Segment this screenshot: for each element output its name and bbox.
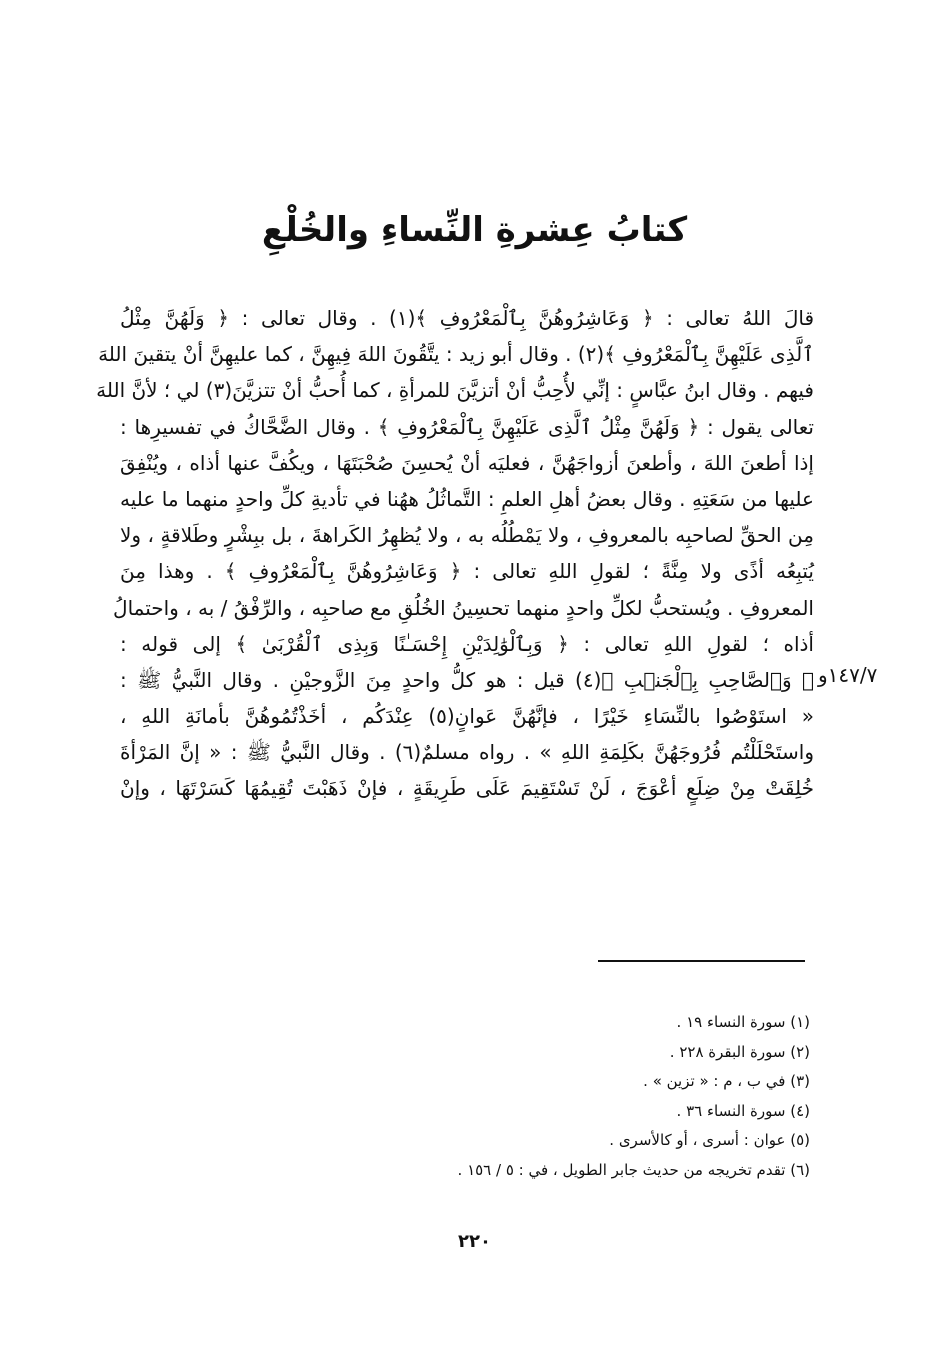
text-line: فيهم . وقال ابنُ عبَّاسٍ : إنِّي لأُحِبُّ أنْ أتزيَّنَ للمرأةِ ، كما أُحبُّ أنْ تتزيَّنَ(٣) لي ؛ لأنَّ اللهَ (96, 378, 814, 403)
text-line: المعروفِ . ويُستحبُّ لكلِّ واحدٍ منهما تحسِينُ الخُلُقِ مع صاحبِه ، والرِّفْقُ / به ، واحتمالُ (113, 595, 814, 620)
text-line: ﴿ وَٱلصَّاحِبِ بِٱلْجَنۢبِ ﴾(٤) قيل : هو كلُّ واحدٍ مِنَ الزَّوجيْنِ . وقال النَّبيُّ ﷺ : (120, 667, 814, 692)
text-line: إذا أطعنَ اللهَ ، وأطعنَ أزواجَهُنَّ ، فعليَه أنْ يُحسِنَ صُحْبَتَهَا ، ويكُفَّ عنها أذاه ، ويُنْفِقَ (120, 450, 814, 475)
footnote-separator (598, 960, 805, 962)
margin-folio-reference: ١٤٧/٧و (818, 663, 878, 687)
text-line: قالَ اللهُ تعالى : ﴿ وَعَاشِرُوهُنَّ بِٱلْمَعْرُوفِ ﴾(١) . وقال تعالى : ﴿ وَلَهُنَّ مِثْلُ (120, 306, 815, 330)
footnote: (٢) سورة البقرة ٢٢٨ . (669, 1042, 810, 1061)
footnote: (٤) سورة النساء ٣٦ . (676, 1101, 810, 1120)
footnote: (٦) تقدم تخريجه من حديث جابر الطويل ، في : ٥ / ١٥٦ . (457, 1160, 810, 1179)
chapter-title: كتابُ عِشرةِ النِّساءِ والخُلْعِ (261, 210, 688, 250)
footnote: (١) سورة النساء ١٩ . (676, 1013, 810, 1031)
text-line: واستَحْلَلْتُم فُرُوجَهُنَّ بكَلِمَةِ اللهِ » . رواه مسلمٌ(٦) . وقال النَّبيُّ ﷺ : « إنَّ المَرْأةَ (120, 740, 814, 765)
text-line: خُلِقَتْ مِنْ ضِلَعٍ أعْوَجَ ، لَنْ تَسْتَقِيمَ عَلَى طَرِيقَةٍ ، فإنْ ذَهَبْتَ تُقِيمُهَا كَسَرْتَهَا ، وإنْ (120, 776, 814, 801)
text-line: مِن الحقِّ لصاحبِه بالمعروفِ ، ولا يَمْطُلُه به ، ولا يُظهِرُ الكَراهةَ ، بل ببِشْرٍ وطَلاقةٍ ، ولا (120, 523, 814, 548)
footnote: (٣) في ب ، م : « تزين » . (643, 1072, 810, 1090)
text-line: « استَوْصُوا بالنِّسَاءِ خَيْرًا ، فإنَّهُنَّ عَوانٍ(٥) عِنْدَكُم ، أخَذْتُمُوهُنَّ بأمانَةِ اللهِ ، (120, 704, 815, 729)
text-line: عليها من سَعَتِهِ . وقال بعضُ أهلِ العلمِ : التَّماثُلُ ههُنا في تأديةِ كلِّ واحدٍ منهما ما عليه (120, 486, 814, 511)
text-line: يُتبِعُه أذًى ولا مِنَّةً ؛ لقولِ اللهِ تعالى : ﴿ وَعَاشِرُوهُنَّ بِٱلْمَعْرُوفِ ﴾ . وهذا مِنَ (120, 559, 814, 584)
main-text (96, 300, 815, 807)
text-line: تعالى يقول : ﴿ وَلَهُنَّ مِثْلُ ٱلَّذِى عَلَيْهِنَّ بِٱلْمَعْرُوفِ ﴾ . وقال الضَّحَّاكُ في تفسيرِها : (120, 414, 814, 439)
footnote: (٥) عوان : أسرى ، أو كالأسرى . (609, 1131, 810, 1149)
footnotes (300, 1008, 810, 1185)
page-number: ٢٢٠ (458, 1231, 491, 1252)
text-line: أذاه ؛ لقولِ اللهِ تعالى : ﴿ وَبِٱلْوَٰلِدَيْنِ إِحْسَـٰنًا وَبِذِى ٱلْقُرْبَىٰ ﴾ إلى قوله : (120, 631, 814, 656)
text-line: ٱلَّذِى عَلَيْهِنَّ بِٱلْمَعْرُوفِ ﴾(٢) . وقال أبو زيد : يتَّقُونَ اللهَ فِيهِنَّ ، كما عليهِنَّ أنْ يتقينَ اللهَ (98, 342, 814, 367)
